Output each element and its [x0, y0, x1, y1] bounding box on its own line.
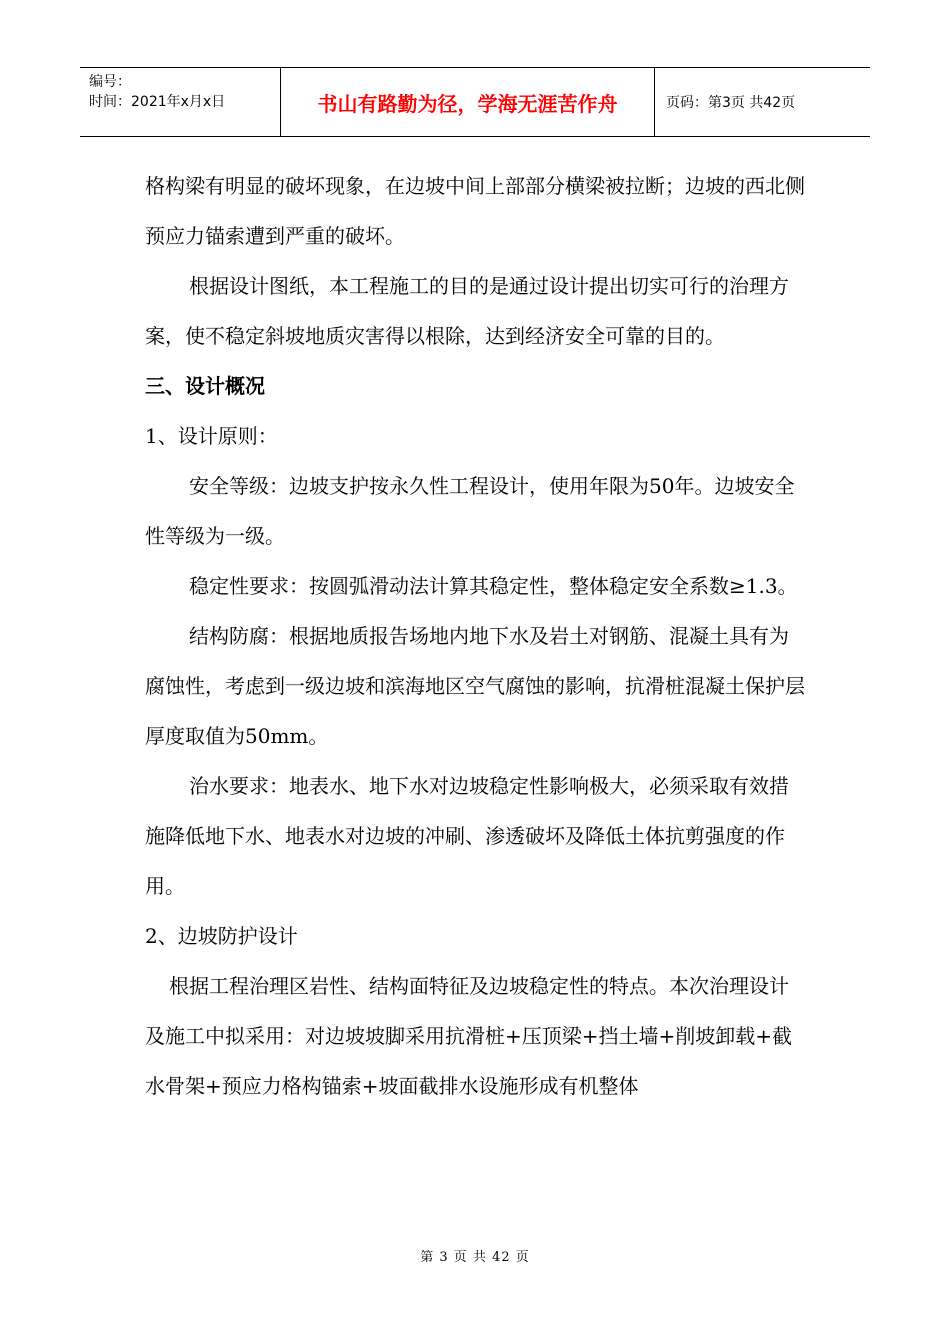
document-body [145, 161, 805, 1111]
subsection-2: 2、边坡防护设计 [145, 924, 298, 948]
date-label: 时间：2021年x月x日 [89, 94, 226, 110]
subsection-1: 1、设计原则： [145, 424, 278, 448]
header-page-info: 页码：第3页 共42页 [666, 95, 796, 111]
paragraph-water-control: 治水要求：地表水、地下水对边坡稳定性影响极大，必须采取有效措施降低地下水、地表水对边坡的冲刷、渗透破坏及降低土体抗剪强度的作用。 [145, 774, 789, 898]
page-header [80, 67, 870, 137]
header-motto: 书山有路勤为径，学海无涯苦作舟 [281, 68, 655, 136]
paragraph-stability: 稳定性要求：按圆弧滑动法计算其稳定性，整体稳定安全系数≥1.3。 [189, 574, 798, 598]
page-footer: 第 3 页 共 42 页 [420, 1250, 530, 1265]
section-heading-3: 三、设计概况 [145, 374, 265, 398]
number-label: 编号： [89, 74, 131, 90]
paragraph-safety-level: 安全等级：边坡支护按永久性工程设计，使用年限为50年。边坡安全性等级为一级。 [145, 474, 795, 548]
header-meta [80, 68, 281, 136]
paragraph-2: 根据设计图纸，本工程施工的目的是通过设计提出切实可行的治理方案，使不稳定斜坡地质灾害得以根除，达到经济安全可靠的目的。 [145, 274, 789, 348]
paragraph-1: 格构梁有明显的破坏现象，在边坡中间上部部分横梁被拉断；边坡的西北侧预应力锚索遭到严重的破坏。 [145, 174, 805, 248]
paragraph-anticorrosion: 结构防腐：根据地质报告场地内地下水及岩土对钢筋、混凝土具有为腐蚀性，考虑到一级边坡和滨海地区空气腐蚀的影响，抗滑桩混凝土保护层厚度取值为50mm。 [145, 624, 805, 748]
paragraph-protection-design: 根据工程治理区岩性、结构面特征及边坡稳定性的特点。本次治理设计及施工中拟采用：对边坡坡脚采用抗滑桩+压顶梁+挡土墙+削坡卸载+截水骨架+预应力格构锚索+坡面截排水设施形成有机整体 [145, 974, 793, 1098]
